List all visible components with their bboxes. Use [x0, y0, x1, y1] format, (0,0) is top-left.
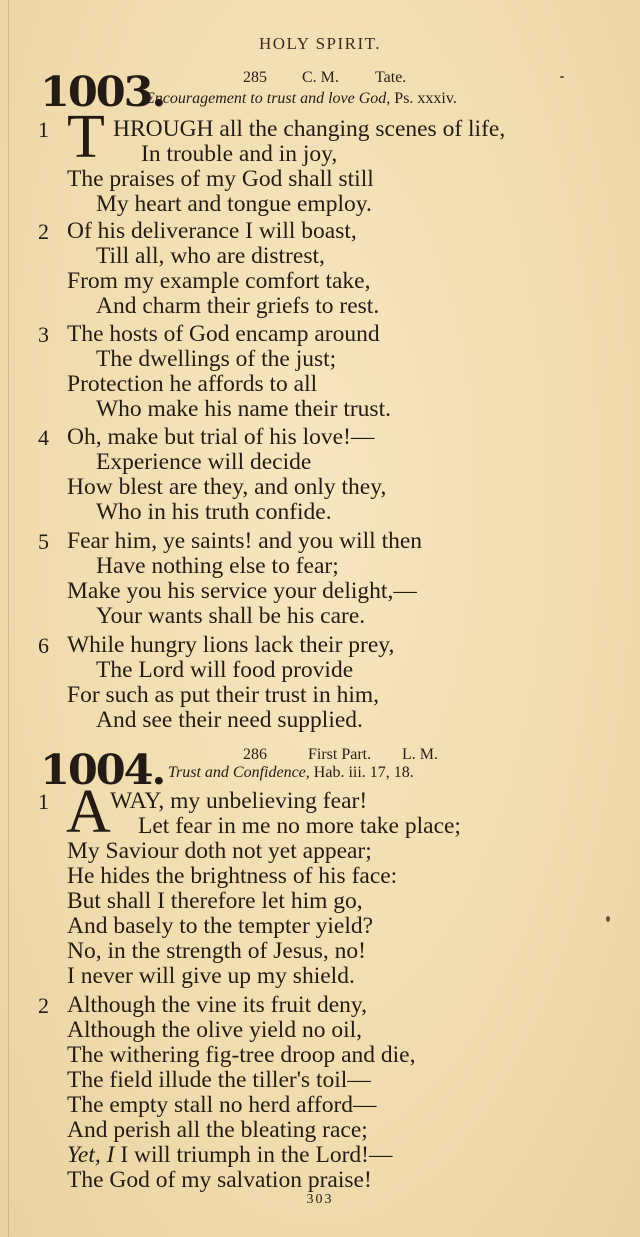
- verse-line: The God of my salvation praise!: [67, 1167, 372, 1193]
- verse-line: Experience will decide: [96, 449, 312, 475]
- verse-line: Of his deliverance I will boast,: [67, 218, 357, 244]
- scripture-reference: Hab. iii. 17, 18.: [313, 764, 414, 781]
- verse-line: He hides the brightness of his face:: [67, 863, 398, 889]
- verse-line: My Saviour doth not yet appear;: [67, 838, 372, 864]
- verse-line: The praises of my God shall still: [67, 166, 374, 192]
- verse-line: Although the olive yield no oil,: [67, 1017, 363, 1043]
- verse-line: Who make his name their trust.: [96, 396, 391, 422]
- verse-line: Make you his service your delight,—: [67, 578, 417, 604]
- emphasis-text: Yet, I: [67, 1142, 115, 1168]
- verse-line: The field illude the tiller's toil—: [67, 1067, 371, 1093]
- verse-number: 6: [38, 633, 49, 658]
- verse-line: For such as put their trust in him,: [67, 682, 380, 708]
- verse-number: 2: [38, 993, 49, 1018]
- hymn-number: 1003.: [40, 68, 165, 116]
- verse-line: Have nothing else to fear;: [96, 553, 339, 579]
- verse-line: Till all, who are distrest,: [96, 243, 325, 269]
- verse-line: And basely to the tempter yield?: [67, 913, 374, 939]
- verse-line: I never will give up my shield.: [67, 963, 355, 989]
- verse-line: Fear him, ye saints! and you will then: [67, 528, 423, 554]
- running-head: HOLY SPIRIT.: [258, 34, 382, 53]
- verse-line: WAY, my unbelieving fear!: [110, 788, 368, 814]
- verse-line: How blest are they, and only they,: [67, 474, 387, 500]
- verse-line: Protection he affords to all: [67, 371, 318, 397]
- hymn-subtitle: [145, 90, 457, 108]
- verse-line: My heart and tongue employ.: [96, 191, 372, 217]
- verse-line: Let fear in me no more take place;: [138, 813, 461, 839]
- author: Tate.: [375, 69, 407, 86]
- page-reference: 285: [243, 69, 267, 86]
- verse-line: HROUGH all the changing scenes of life,: [113, 116, 506, 142]
- ink-speck: [606, 916, 610, 922]
- verse-line: Although the vine its fruit deny,: [67, 992, 368, 1018]
- drop-cap: A: [66, 778, 111, 846]
- ink-speck: [560, 76, 564, 78]
- hymn-subtitle: [168, 764, 414, 782]
- meter: L. M.: [402, 746, 438, 763]
- verse-line: Who in his truth confide.: [96, 499, 332, 525]
- verse-line: And charm their griefs to rest.: [96, 293, 380, 319]
- page-reference: 286: [243, 746, 267, 763]
- verse-line: The dwellings of the just;: [96, 346, 337, 372]
- verse-line: And perish all the bleating race;: [67, 1117, 368, 1143]
- verse-number: 5: [38, 529, 49, 554]
- drop-cap: T: [67, 103, 105, 171]
- verse-number: 1: [38, 789, 49, 814]
- scripture-reference: Ps. xxxiv.: [394, 90, 457, 107]
- verse-line: No, in the strength of Jesus, no!: [67, 938, 366, 964]
- part-label: First Part.: [308, 746, 372, 763]
- verse-line: The hosts of God encamp around: [67, 321, 380, 347]
- verse-line: And see their need supplied.: [96, 707, 363, 733]
- verse-number: 1: [38, 117, 49, 142]
- verse-line: While hungry lions lack their prey,: [67, 632, 395, 658]
- verse-line: In trouble and in joy,: [141, 141, 338, 167]
- subtitle-text: Encouragement to trust and love God,: [145, 90, 391, 107]
- verse-number: 4: [38, 425, 49, 450]
- verse-line: From my example comfort take,: [67, 268, 371, 294]
- verse-number: 3: [38, 322, 49, 347]
- verse-line-text: I will triumph in the Lord!—: [114, 1142, 393, 1168]
- subtitle-text: Trust and Confidence,: [168, 764, 310, 781]
- verse-line: Oh, make but trial of his love!—: [67, 424, 375, 450]
- meter: C. M.: [302, 69, 339, 86]
- verse-line: The Lord will food provide: [96, 657, 354, 683]
- verse-line: Your wants shall be his care.: [96, 603, 366, 629]
- verse-line: [67, 1143, 393, 1168]
- page-number: 303: [306, 1192, 334, 1207]
- hymn-number: 1004.: [40, 746, 165, 794]
- verse-number: 2: [38, 219, 49, 244]
- verse-line: The withering fig-tree droop and die,: [67, 1042, 416, 1068]
- verse-line: The empty stall no herd afford—: [67, 1092, 377, 1118]
- verse-line: But shall I therefore let him go,: [67, 888, 363, 914]
- page-edge-line: [8, 0, 9, 1237]
